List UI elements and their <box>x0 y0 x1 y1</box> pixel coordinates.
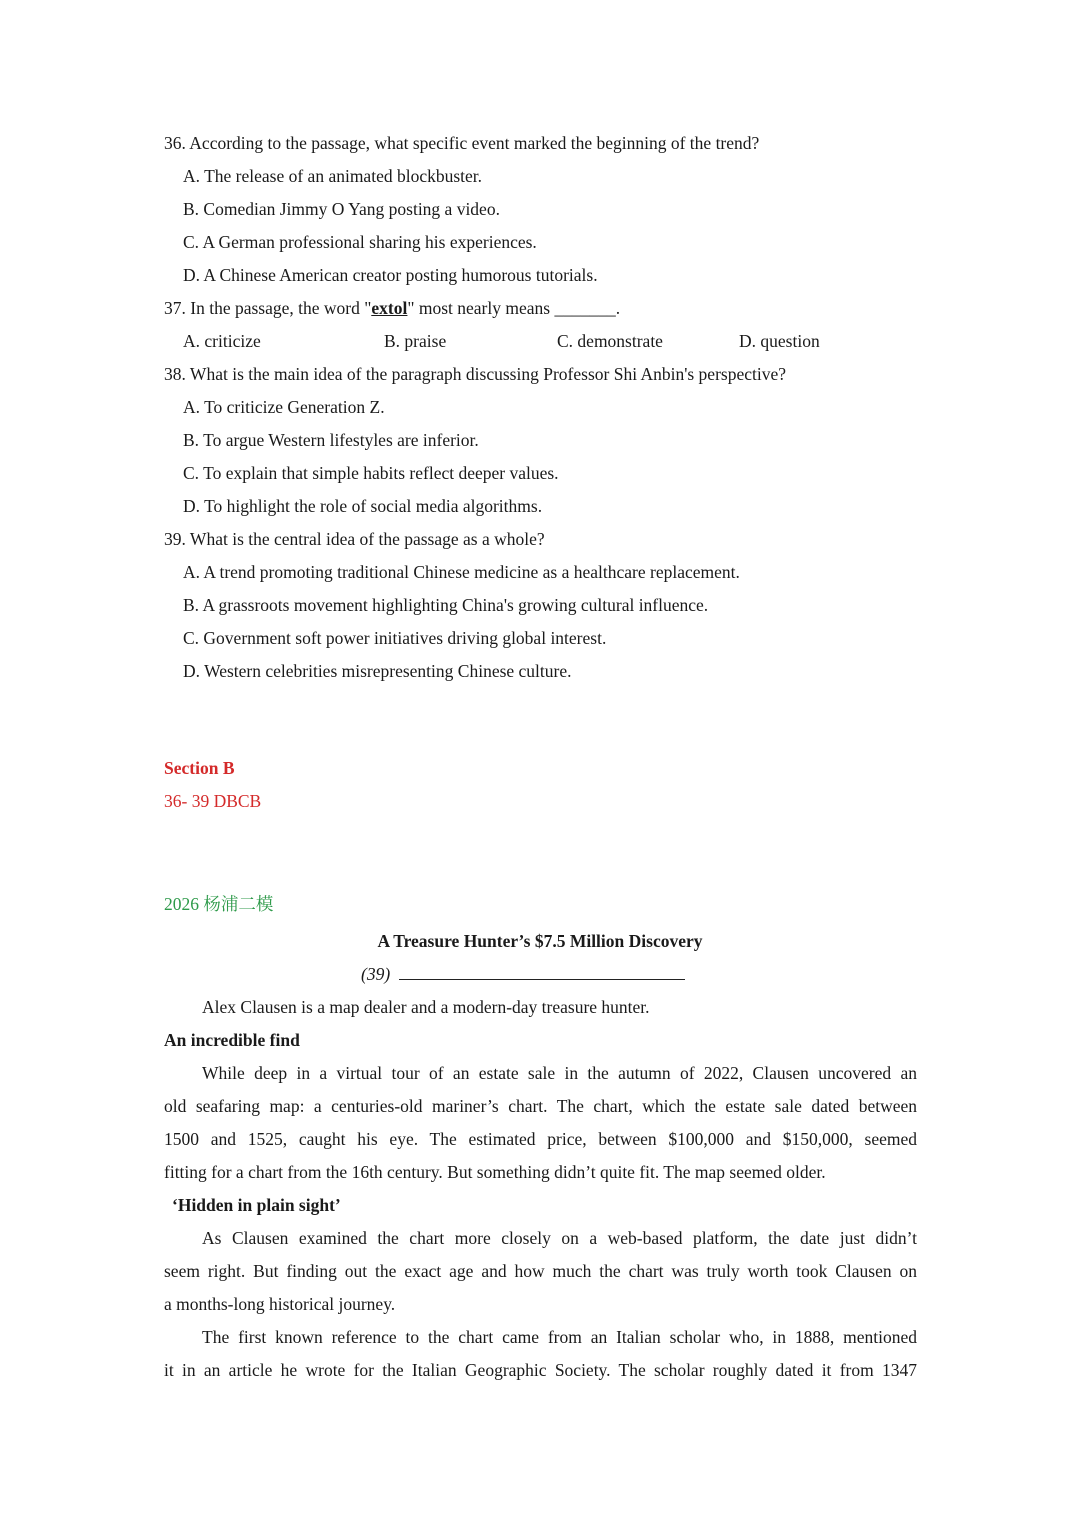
answer-section-heading: Section B <box>164 758 235 778</box>
question-39-option-c: C. Government soft power initiatives driving global interest. <box>183 628 607 648</box>
para3-line1: The first known reference to the chart came from an Italian scholar who, in 1888, mentioned <box>202 1327 917 1347</box>
section-heading-incredible-find: An incredible find <box>164 1030 300 1050</box>
question-36-option-c: C. A German professional sharing his experiences. <box>183 232 537 252</box>
passage-intro: Alex Clausen is a map dealer and a modern-day treasure hunter. <box>202 997 650 1017</box>
para3-line2: it in an article he wrote for the Italian Geographic Society. The scholar roughly dated it from 1347 <box>164 1360 917 1380</box>
section-heading-hidden: ‘Hidden in plain sight’ <box>172 1195 341 1215</box>
blank-label: (39) <box>361 964 391 984</box>
question-37-stem-after: " most nearly means _______. <box>407 298 621 318</box>
question-38-stem: 38. What is the main idea of the paragraph discussing Professor Shi Anbin's perspective? <box>164 364 787 384</box>
question-36-option-b: B. Comedian Jimmy O Yang posting a video. <box>183 199 500 219</box>
question-37-option-b: B. praise <box>384 331 447 351</box>
question-36-option-d: D. A Chinese American creator posting humorous tutorials. <box>183 265 598 285</box>
question-37-stem-before: 37. In the passage, the word " <box>164 298 372 318</box>
answer-key: 36- 39 DBCB <box>164 791 262 811</box>
question-39-stem: 39. What is the central idea of the passage as a whole? <box>164 529 545 549</box>
para1-line1: While deep in a virtual tour of an estate sale in the autumn of 2022, Clausen uncovered an <box>202 1063 917 1083</box>
source-tag: 2026 杨浦二模 <box>164 894 274 914</box>
question-38-option-b: B. To argue Western lifestyles are inferior. <box>183 430 479 450</box>
question-37-option-a: A. criticize <box>183 331 261 351</box>
question-37-option-d: D. question <box>739 331 820 351</box>
question-36-option-a: A. The release of an animated blockbuster. <box>183 166 483 186</box>
para1-line3: 1500 and 1525, caught his eye. The estimated price, between $100,000 and $150,000, seemed <box>164 1129 917 1149</box>
question-37-keyword: extol <box>371 298 408 318</box>
question-39-option-a: A. A trend promoting traditional Chinese medicine as a healthcare replacement. <box>183 562 740 582</box>
question-39-option-d: D. Western celebrities misrepresenting Chinese culture. <box>183 661 572 681</box>
question-37-stem <box>164 297 620 319</box>
question-39-option-b: B. A grassroots movement highlighting China's growing cultural influence. <box>183 595 709 615</box>
question-38-option-d: D. To highlight the role of social media algorithms. <box>183 496 543 516</box>
question-38-option-c: C. To explain that simple habits reflect deeper values. <box>183 463 559 483</box>
question-36-stem: 36. According to the passage, what specific event marked the beginning of the trend? <box>164 133 760 153</box>
answer-blank <box>399 979 685 980</box>
passage-blank-line <box>361 963 685 985</box>
para2-line1: As Clausen examined the chart more closely on a web-based platform, the date just didn’t <box>202 1228 917 1248</box>
passage-title: A Treasure Hunter’s $7.5 Million Discovery <box>377 931 703 951</box>
para1-line4: fitting for a chart from the 16th century. But something didn’t quite fit. The map seemed older. <box>164 1162 826 1182</box>
para1-line2: old seafaring map: a centuries-old mariner’s chart. The chart, which the estate sale dated between <box>164 1096 917 1116</box>
question-37-option-c: C. demonstrate <box>557 331 663 351</box>
para2-line3: a months-long historical journey. <box>164 1294 396 1314</box>
question-38-option-a: A. To criticize Generation Z. <box>183 397 385 417</box>
para2-line2: seem right. But finding out the exact age and how much the chart was truly worth took Clausen on <box>164 1261 917 1281</box>
